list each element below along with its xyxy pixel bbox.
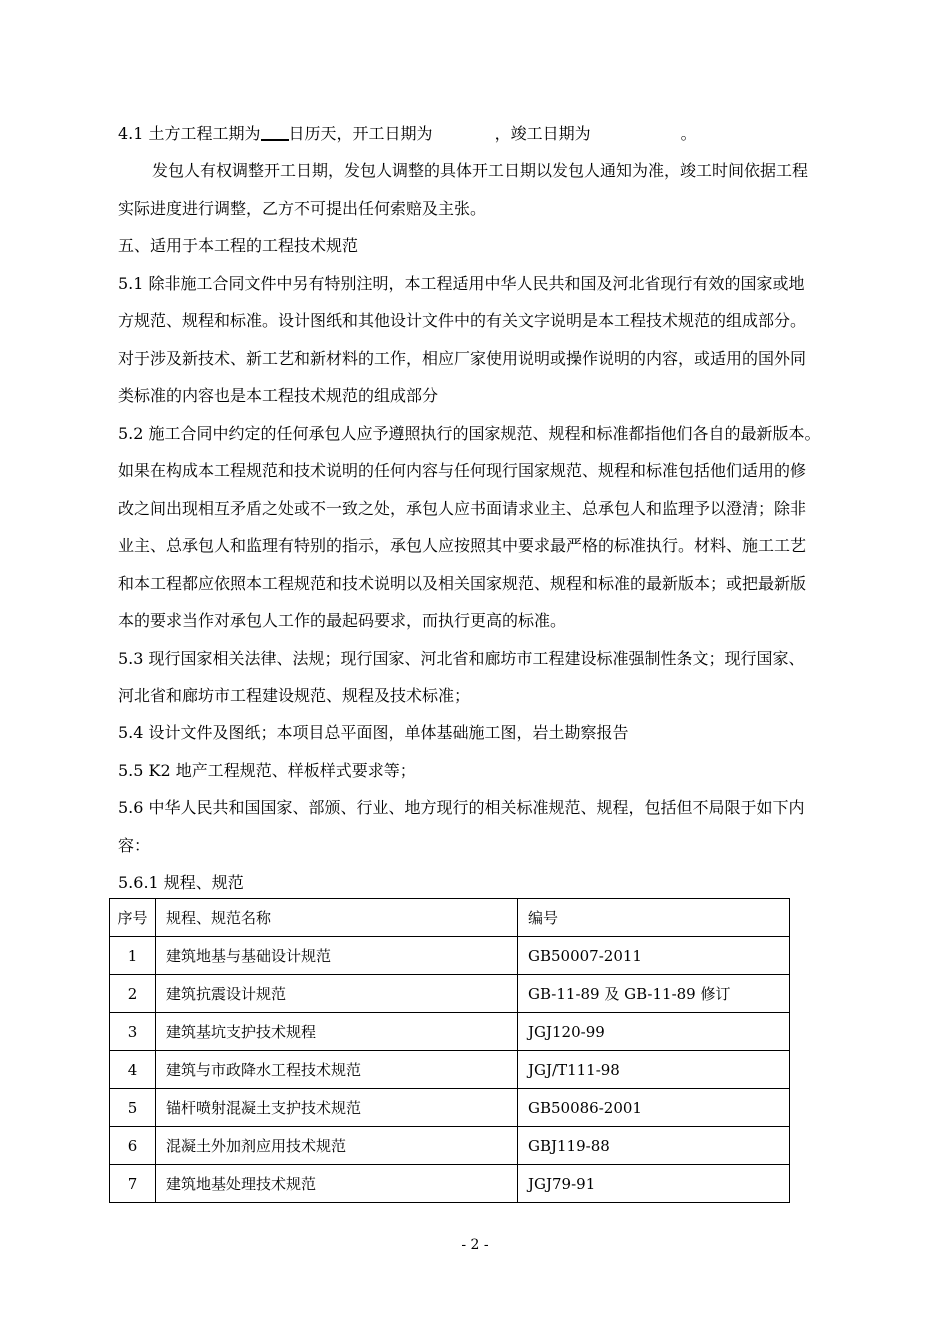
- clause-4-1: [118, 124, 697, 144]
- row-code: GB50086-2001: [518, 1089, 790, 1127]
- clause-5-2-line: 本的要求当作对承包人工作的最起码要求，而执行更高的标准。: [118, 611, 567, 630]
- row-code: JGJ120-99: [518, 1013, 790, 1051]
- row-index: 1: [110, 937, 156, 975]
- row-code: GB-11-89 及 GB-11-89 修订: [518, 975, 790, 1013]
- clause-5-2-line: 5.2 施工合同中约定的任何承包人应予遵照执行的国家规范、规程和标准都指他们各自的最新版本。: [118, 424, 821, 443]
- row-index: 4: [110, 1051, 156, 1089]
- row-name: 混凝土外加剂应用技术规范: [156, 1127, 518, 1165]
- header-code: 编号: [518, 899, 790, 937]
- table-row: [110, 1089, 790, 1127]
- clause-5-2-line: 改之间出现相互矛盾之处或不一致之处，承包人应书面请求业主、总承包人和监理予以澄清；除非: [118, 499, 807, 518]
- row-name: 建筑与市政降水工程技术规范: [156, 1051, 518, 1089]
- table-row: [110, 1165, 790, 1203]
- adjust-para-line: 实际进度进行调整，乙方不可提出任何索赔及主张。: [118, 199, 487, 218]
- adjust-para-line: 发包人有权调整开工日期，发包人调整的具体开工日期以发包人通知为准，竣工时间依据工程: [152, 161, 809, 180]
- row-index: 3: [110, 1013, 156, 1051]
- clause-5-2-line: 和本工程都应依照本工程规范和技术说明以及相关国家规范、规程和标准的最新版本；或把最新版: [118, 574, 807, 593]
- standards-table: [109, 898, 790, 1203]
- header-name: 规程、规范名称: [156, 899, 518, 937]
- clause-5-2-line: 业主、总承包人和监理有特别的指示，承包人应按照其中要求最严格的标准执行。材料、施工工艺: [118, 536, 807, 555]
- clause-5-4: 5.4 设计文件及图纸；本项目总平面图，单体基础施工图，岩土勘察报告: [118, 723, 629, 742]
- table-header-row: [110, 899, 790, 937]
- clause-5-6-line: 容：: [118, 836, 151, 855]
- clause-5-2-line: 如果在构成本工程规范和技术说明的任何内容与任何现行国家规范、规程和标准包括他们适用的修: [118, 461, 807, 480]
- clause-5-1-line: 类标准的内容也是本工程技术规范的组成部分: [118, 386, 439, 405]
- page-number: - 2 -: [461, 1237, 489, 1253]
- row-index: 7: [110, 1165, 156, 1203]
- table-row: [110, 1127, 790, 1165]
- header-index: 序号: [110, 899, 156, 937]
- row-code: GB50007-2011: [518, 937, 790, 975]
- clause-4-1-text-b: 日历天，开工日期为: [288, 124, 433, 143]
- table-row: [110, 975, 790, 1013]
- row-name: 建筑基坑支护技术规程: [156, 1013, 518, 1051]
- row-name: 建筑抗震设计规范: [156, 975, 518, 1013]
- clause-5-1-line: 5.1 除非施工合同文件中另有特别注明，本工程适用中华人民共和国及河北省现行有效的国家或地: [118, 274, 805, 293]
- row-name: 建筑地基与基础设计规范: [156, 937, 518, 975]
- table-row: [110, 1013, 790, 1051]
- clause-4-1-text-a: 4.1 土方工程工期为: [118, 124, 261, 143]
- row-index: 6: [110, 1127, 156, 1165]
- row-code: JGJ79-91: [518, 1165, 790, 1203]
- section-5-title: 五、适用于本工程的工程技术规范: [118, 236, 359, 255]
- row-name: 锚杆喷射混凝土支护技术规范: [156, 1089, 518, 1127]
- row-index: 2: [110, 975, 156, 1013]
- clause-5-1-line: 对于涉及新技术、新工艺和新材料的工作，相应厂家使用说明或操作说明的内容，或适用的国外同: [118, 349, 807, 368]
- row-code: JGJ/T111-98: [518, 1051, 790, 1089]
- clause-5-3-line: 5.3 现行国家相关法律、法规；现行国家、河北省和廊坊市工程建设标准强制性条文；现行国家、: [118, 649, 805, 668]
- clause-4-1-text-c: ，竣工日期为: [494, 124, 591, 143]
- clause-5-5: 5.5 K2 地产工程规范、样板样式要求等；: [118, 761, 416, 780]
- clause-5-1-line: 方规范、规程和标准。设计图纸和其他设计文件中的有关文字说明是本工程技术规范的组成部分。: [118, 311, 807, 330]
- row-code: GBJ119-88: [518, 1127, 790, 1165]
- row-index: 5: [110, 1089, 156, 1127]
- duration-blank: [261, 125, 289, 141]
- clause-5-3-line: 河北省和廊坊市工程建设规范、规程及技术标准；: [118, 686, 471, 705]
- clause-5-6-line: 5.6 中华人民共和国国家、部颁、行业、地方现行的相关标准规范、规程，包括但不局限于如下内: [118, 798, 805, 817]
- table-row: [110, 937, 790, 975]
- clause-4-1-text-d: 。: [680, 124, 697, 143]
- table-row: [110, 1051, 790, 1089]
- clause-5-6-1-title: 5.6.1 规程、规范: [118, 873, 244, 892]
- row-name: 建筑地基处理技术规范: [156, 1165, 518, 1203]
